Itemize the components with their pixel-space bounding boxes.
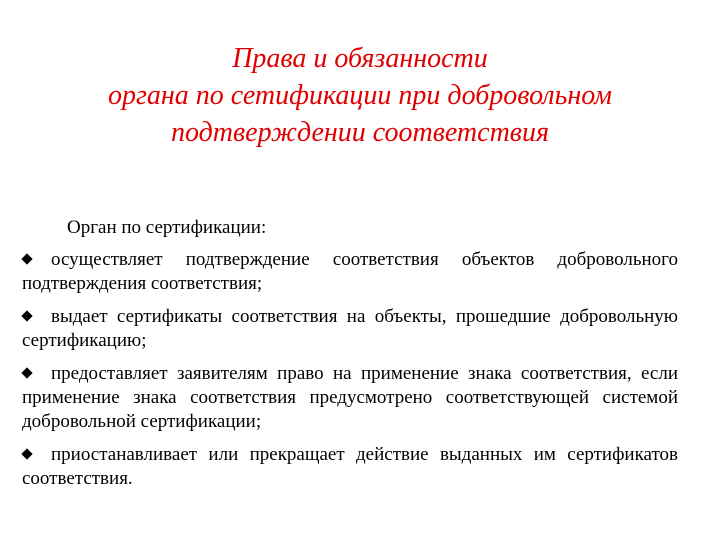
diamond-bullet-icon xyxy=(21,253,32,264)
title-line-3: подтверждении соответствия xyxy=(171,117,549,148)
diamond-bullet-icon xyxy=(21,310,32,321)
diamond-bullet-icon xyxy=(21,367,32,378)
list-item xyxy=(22,248,678,296)
list-item xyxy=(22,362,678,434)
list-item-text: осуществляет подтверждение соответствия объектов добровольного подтверждения соответствия; xyxy=(22,249,678,294)
list-item-text: предоставляет заявителям право на применение знака соответствия, если применение знака соответствия предусмотрено соответствующей системой добровольной сертификации; xyxy=(22,363,678,432)
diamond-bullet-icon xyxy=(21,448,32,459)
list-item-text: приостанавливает или прекращает действие выданных им сертификатов соответствия. xyxy=(22,444,678,489)
slide-body xyxy=(22,216,678,500)
title-line-2: органа по сетификации при добровольном xyxy=(107,80,613,111)
title-line-1: Права и обязанности xyxy=(232,43,488,74)
slide-title xyxy=(60,40,660,151)
list-item xyxy=(22,305,678,353)
intro-text: Орган по сертификации: xyxy=(67,217,267,238)
list-item xyxy=(22,443,678,491)
list-item-text: выдает сертификаты соответствия на объекты, прошедшие добровольную сертификацию; xyxy=(22,306,678,351)
